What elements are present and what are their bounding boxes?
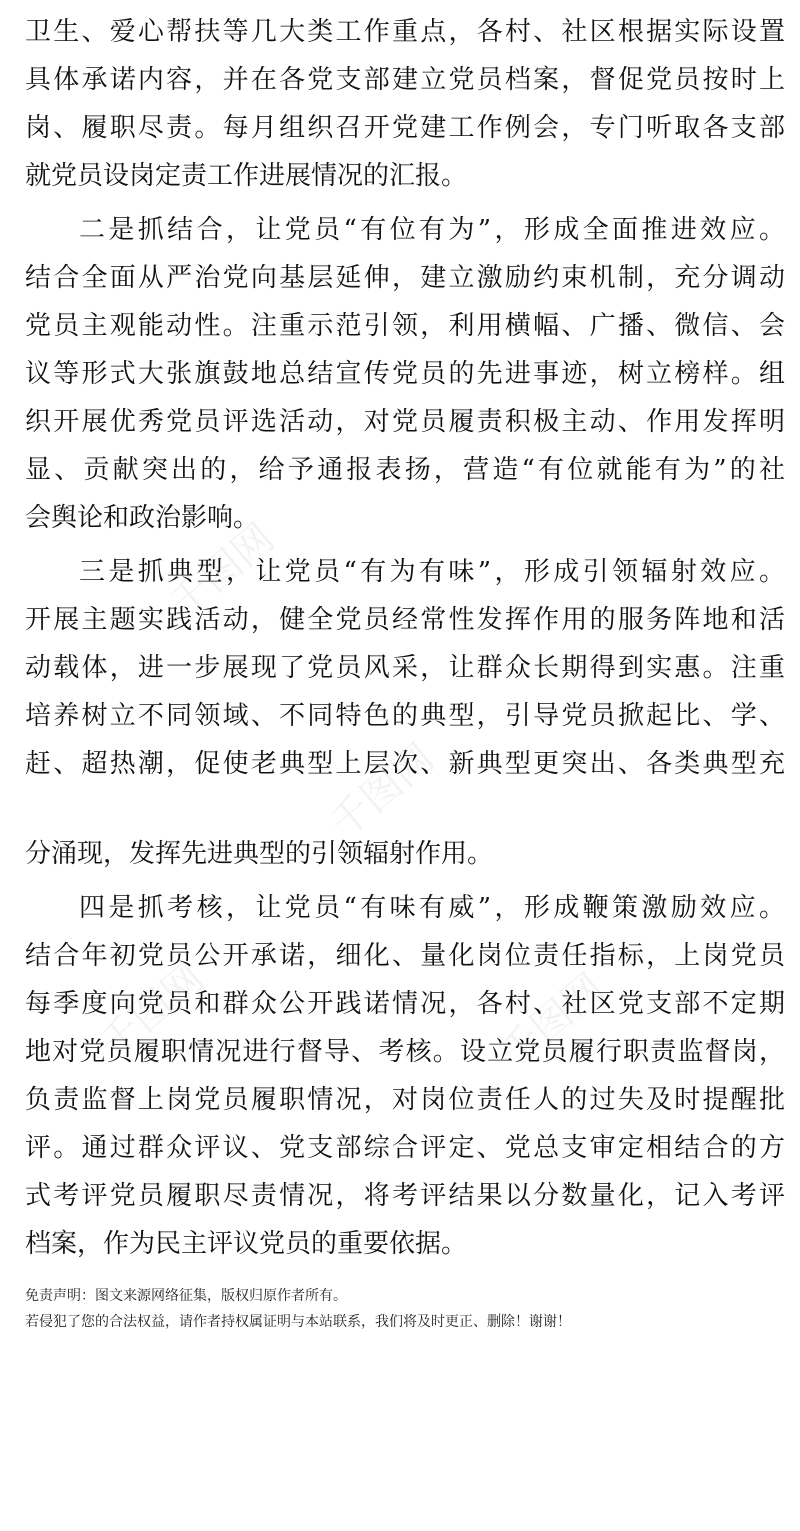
body-text-line: 档案，作为民主评议党员的重要依据。 <box>25 1229 468 1259</box>
body-text-line: 培养树立不同领域、不同特色的典型，引导党员掀起比、学、 <box>25 701 785 731</box>
body-text-line: 岗、履职尽责。每月组织召开党建工作例会，专门听取各支部 <box>25 113 785 143</box>
body-text-line: 结合年初党员公开承诺，细化、量化岗位责任指标，上岗党员 <box>25 941 785 971</box>
paragraph-heading: 四是抓考核，让党员“有味有威”，形成鞭策激励效应。 <box>79 893 785 923</box>
body-text-line: 地对党员履职情况进行督导、考核。设立党员履行职责监督岗， <box>25 1037 785 1067</box>
watermark: 千图网 <box>161 514 283 628</box>
body-text-line: 动载体，进一步展现了党员风采，让群众长期得到实惠。注重 <box>25 653 785 683</box>
body-text-line: 开展主题实践活动，健全党员经常性发挥作用的服务阵地和活 <box>25 605 785 635</box>
body-text-line: 负责监督上岗党员履职情况，对岗位责任人的过失及时提醒批 <box>25 1085 785 1115</box>
body-text-line: 具体承诺内容，并在各党支部建立党员档案，督促党员按时上 <box>25 65 785 95</box>
watermark: 千图网 <box>321 734 443 848</box>
body-text-line: 织开展优秀党员评选活动，对党员履责积极主动、作用发挥明 <box>25 407 785 437</box>
body-text-line: 结合全面从严治党向基层延伸，建立激励约束机制，充分调动 <box>25 263 785 293</box>
body-text-line: 赶、超热潮，促使老典型上层次、新典型更突出、各类典型充 <box>25 749 785 779</box>
watermark: 千图网 <box>491 964 613 1078</box>
body-text-line: 就党员设岗定责工作进展情况的汇报。 <box>25 161 468 191</box>
body-text-line: 式考评党员履职尽责情况，将考评结果以分数量化，记入考评 <box>25 1181 785 1211</box>
disclaimer-line: 若侵犯了您的合法权益，请作者持权属证明与本站联系，我们将及时更正、删除！谢谢！ <box>25 1314 571 1330</box>
body-text-line: 会舆论和政治影响。 <box>25 503 260 533</box>
body-text-line: 评。通过群众评议、党支部综合评定、党总支审定相结合的方 <box>25 1133 785 1163</box>
body-text-line: 分涌现，发挥先进典型的引领辐射作用。 <box>25 839 494 869</box>
paragraph-heading: 二是抓结合，让党员“有位有为”，形成全面推进效应。 <box>79 215 785 245</box>
body-text-line: 显、贡献突出的，给予通报表扬，营造“有位就能有为”的社 <box>25 455 785 485</box>
disclaimer-line: 免责声明：图文来源网络征集，版权归原作者所有。 <box>25 1288 347 1304</box>
body-text-line: 党员主观能动性。注重示范引领，利用横幅、广播、微信、会 <box>25 311 785 341</box>
body-text-line: 议等形式大张旗鼓地总结宣传党员的先进事迹，树立榜样。组 <box>25 359 785 389</box>
body-text-line: 卫生、爱心帮扶等几大类工作重点，各村、社区根据实际设置 <box>25 17 785 47</box>
paragraph-heading: 三是抓典型，让党员“有为有味”，形成引领辐射效应。 <box>79 557 785 587</box>
body-text-line: 每季度向党员和群众公开践诺情况，各村、社区党支部不定期 <box>25 989 785 1019</box>
watermark: 千图网 <box>91 954 213 1068</box>
